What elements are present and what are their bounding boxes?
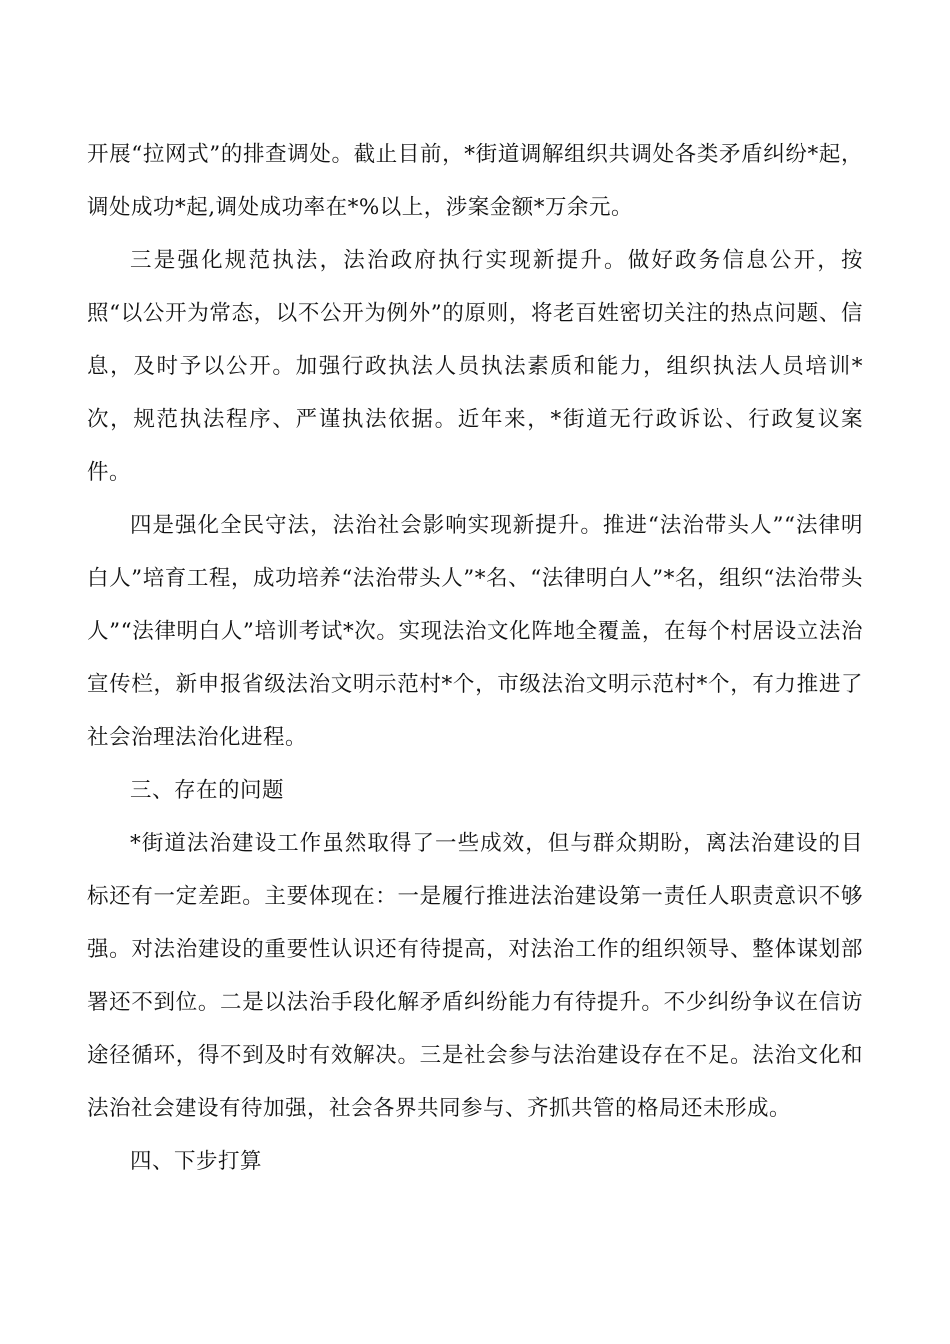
paragraph-problems: *街道法治建设工作虽然取得了一些成效，但与群众期盼，离法治建设的目标还有一定差距。主要体现在：一是履行推进法治建设第一责任人职责意识不够强。对法治建设的重要性认识还有待提高，对法治工作的组织领导、整体谋划部署还不到位。二是以法治手段化解矛盾纠纷能力有待提升。不少纠纷争议在信访途径循环，得不到及时有效解决。三是社会参与法治建设存在不足。法治文化和法治社会建设有待加强，社会各界共同参与、齐抓共管的格局还未形成。 bbox=[87, 831, 863, 1121]
paragraph-law-enforcement: 三是强化规范执法，法治政府执行实现新提升。做好政务信息公开，按照“以公开为常态，以不公开为例外”的原则，将老百姓密切关注的热点问题、信息，及时予以公开。加强行政执法人员执法素质和能力，组织执法人员培训*次，规范执法程序、严谨执法依据。近年来，*街道无行政诉讼、行政复议案件。 bbox=[87, 248, 863, 485]
section-heading-problems: 三、存在的问题 bbox=[130, 778, 285, 803]
section-heading-next-steps: 四、下步打算 bbox=[130, 1149, 263, 1174]
paragraph-law-abiding: 四是强化全民守法，法治社会影响实现新提升。推进“法治带头人”“法律明白人”培育工程，成功培养“法治带头人”*名、“法律明白人”*名，组织“法治带头人”“法律明白人”培训考试*次。实现法治文化阵地全覆盖，在每个村居设立法治宣传栏，新申报省级法治文明示范村*个，市级法治文明示范村*个，有力推进了社会治理法治化进程。 bbox=[87, 513, 863, 750]
paragraph-dispute-mediation: 开展“拉网式”的排查调处。截止目前，*街道调解组织共调处各类矛盾纠纷*起，调处成功*起,调处成功率在*%以上，涉案金额*万余元。 bbox=[87, 142, 863, 220]
document-body bbox=[87, 128, 863, 1188]
